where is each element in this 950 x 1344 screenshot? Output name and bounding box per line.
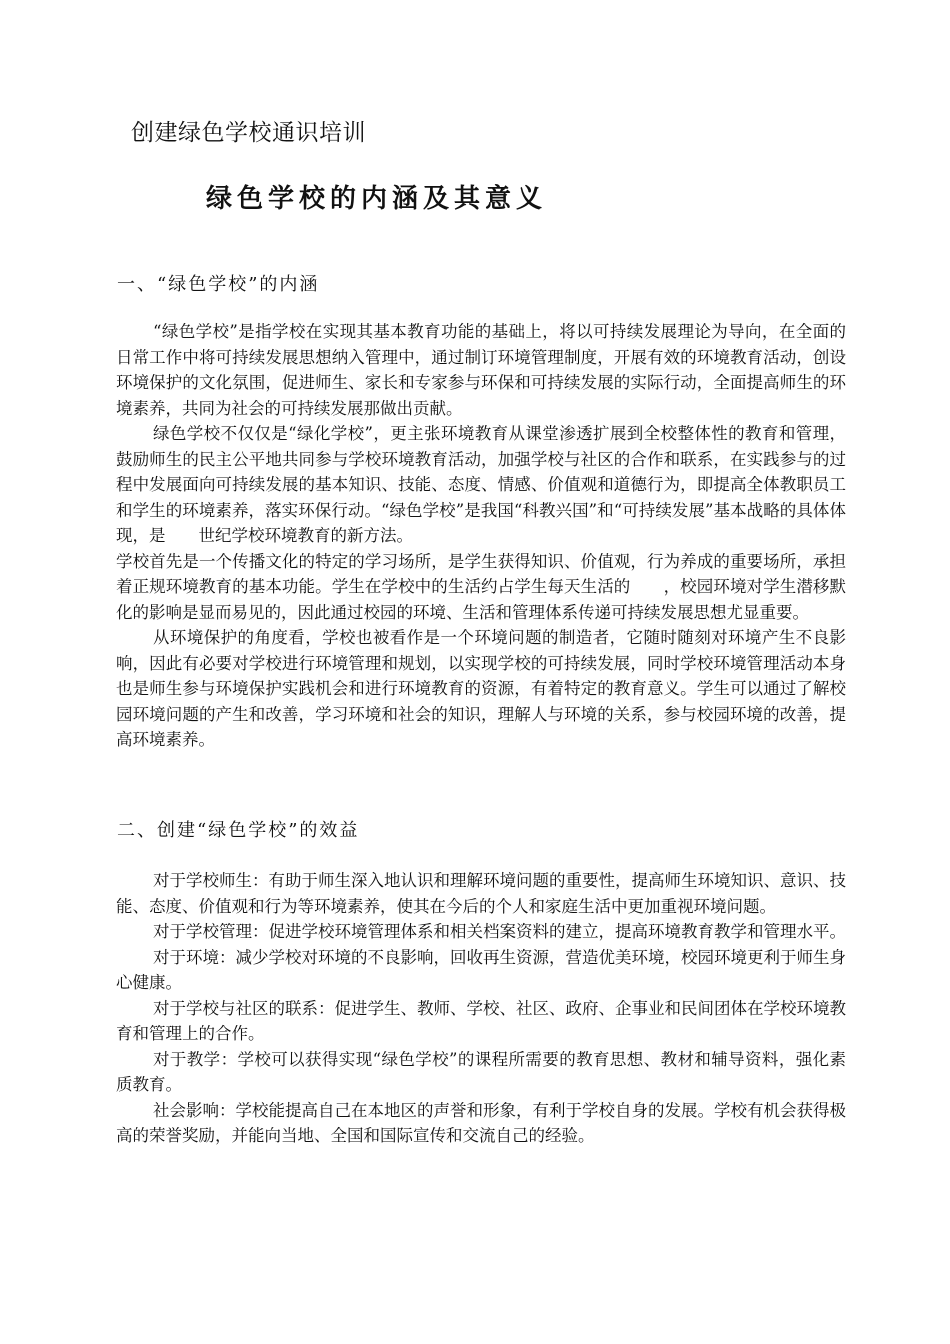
section-2-paragraph: 对于学校管理：促进学校环境管理体系和相关档案资料的建立，提高环境教育教学和管理水平。 [153, 922, 846, 941]
section-1-paragraph: 绿色学校不仅仅是“绿化学校”，更主张环境教育从课堂渗透扩展到全校整体性的教育和管理，鼓励师生的民主公平地共同参与学校环境教育活动，加强学校与社区的合作和联系，在实践参与的过程中发展面向可持续发展的基本知识、技能、态度、情感、价值观和道德行为，即提高全体教职员工和学生的环境素养，落实环保行动。“绿色学校”是我国“科教兴国”和“可持续发展”基本战略的具体体现，是 世纪学校环境教育的新方法。 [116, 424, 846, 545]
section-1-paragraph: “绿色学校”是指学校在实现其基本教育功能的基础上，将以可持续发展理论为导向，在全面的日常工作中将可持续发展思想纳入管理中，通过制订环境管理制度，开展有效的环境教育活动，创设环境保护的文化氛围，促进师生、家长和专家参与环保和可持续发展的实际行动，全面提高师生的环境素养，共同为社会的可持续发展那做出贡献。 [116, 322, 846, 418]
section-2-heading: 二、创建“绿色学校”的效益 [117, 820, 360, 841]
section-2-paragraph: 对于学校师生：有助于师生深入地认识和理解环境问题的重要性，提高师生环境知识、意识、技能、态度、价值观和行为等环境素养，使其在今后的个人和家庭生活中更加重视环境问题。 [116, 871, 846, 916]
section-1-body [116, 319, 846, 753]
document-title: 创建绿色学校通识培训 [131, 120, 366, 146]
section-2-paragraph: 对于教学：学校可以获得实现“绿色学校”的课程所需要的教育思想、教材和辅导资料，强化素质教育。 [116, 1049, 846, 1094]
section-2-paragraph: 社会影响：学校能提高自己在本地区的声誉和形象，有利于学校自身的发展。学校有机会获得极高的荣誉奖励，并能向当地、全国和国际宣传和交流自己的经验。 [116, 1100, 846, 1145]
section-2-paragraph: 对于环境：减少学校对环境的不良影响，回收再生资源，营造优美环境，校园环境更利于师生身心健康。 [116, 947, 846, 992]
section-1-paragraph: 学校首先是一个传播文化的特定的学习场所，是学生获得知识、价值观，行为养成的重要场所，承担着正规环境教育的基本功能。学生在学校中的生活约占学生每天生活的 ，校园环境对学生潜移默化的影响是显而易见的，因此通过校园的环境、生活和管理体系传递可持续发展思想尤显重要。 [116, 551, 846, 622]
section-2-body [116, 868, 846, 1149]
section-2-paragraph: 对于学校与社区的联系：促进学生、教师、学校、社区、政府、企事业和民间团体在学校环境教育和管理上的合作。 [116, 998, 846, 1043]
section-1-paragraph: 从环境保护的角度看，学校也被看作是一个环境问题的制造者，它随时随刻对环境产生不良影响，因此有必要对学校进行环境管理和规划，以实现学校的可持续发展，同时学校环境管理活动本身也是师生参与环境保护实践机会和进行环境教育的资源，有着特定的教育意义。学生可以通过了解校园环境问题的产生和改善，学习环境和社会的知识，理解人与环境的关系，参与校园环境的改善，提高环境素养。 [116, 628, 846, 749]
section-1-heading: 一、“绿色学校”的内涵 [117, 274, 320, 295]
document-subtitle: 绿色学校的内涵及其意义 [206, 184, 548, 214]
